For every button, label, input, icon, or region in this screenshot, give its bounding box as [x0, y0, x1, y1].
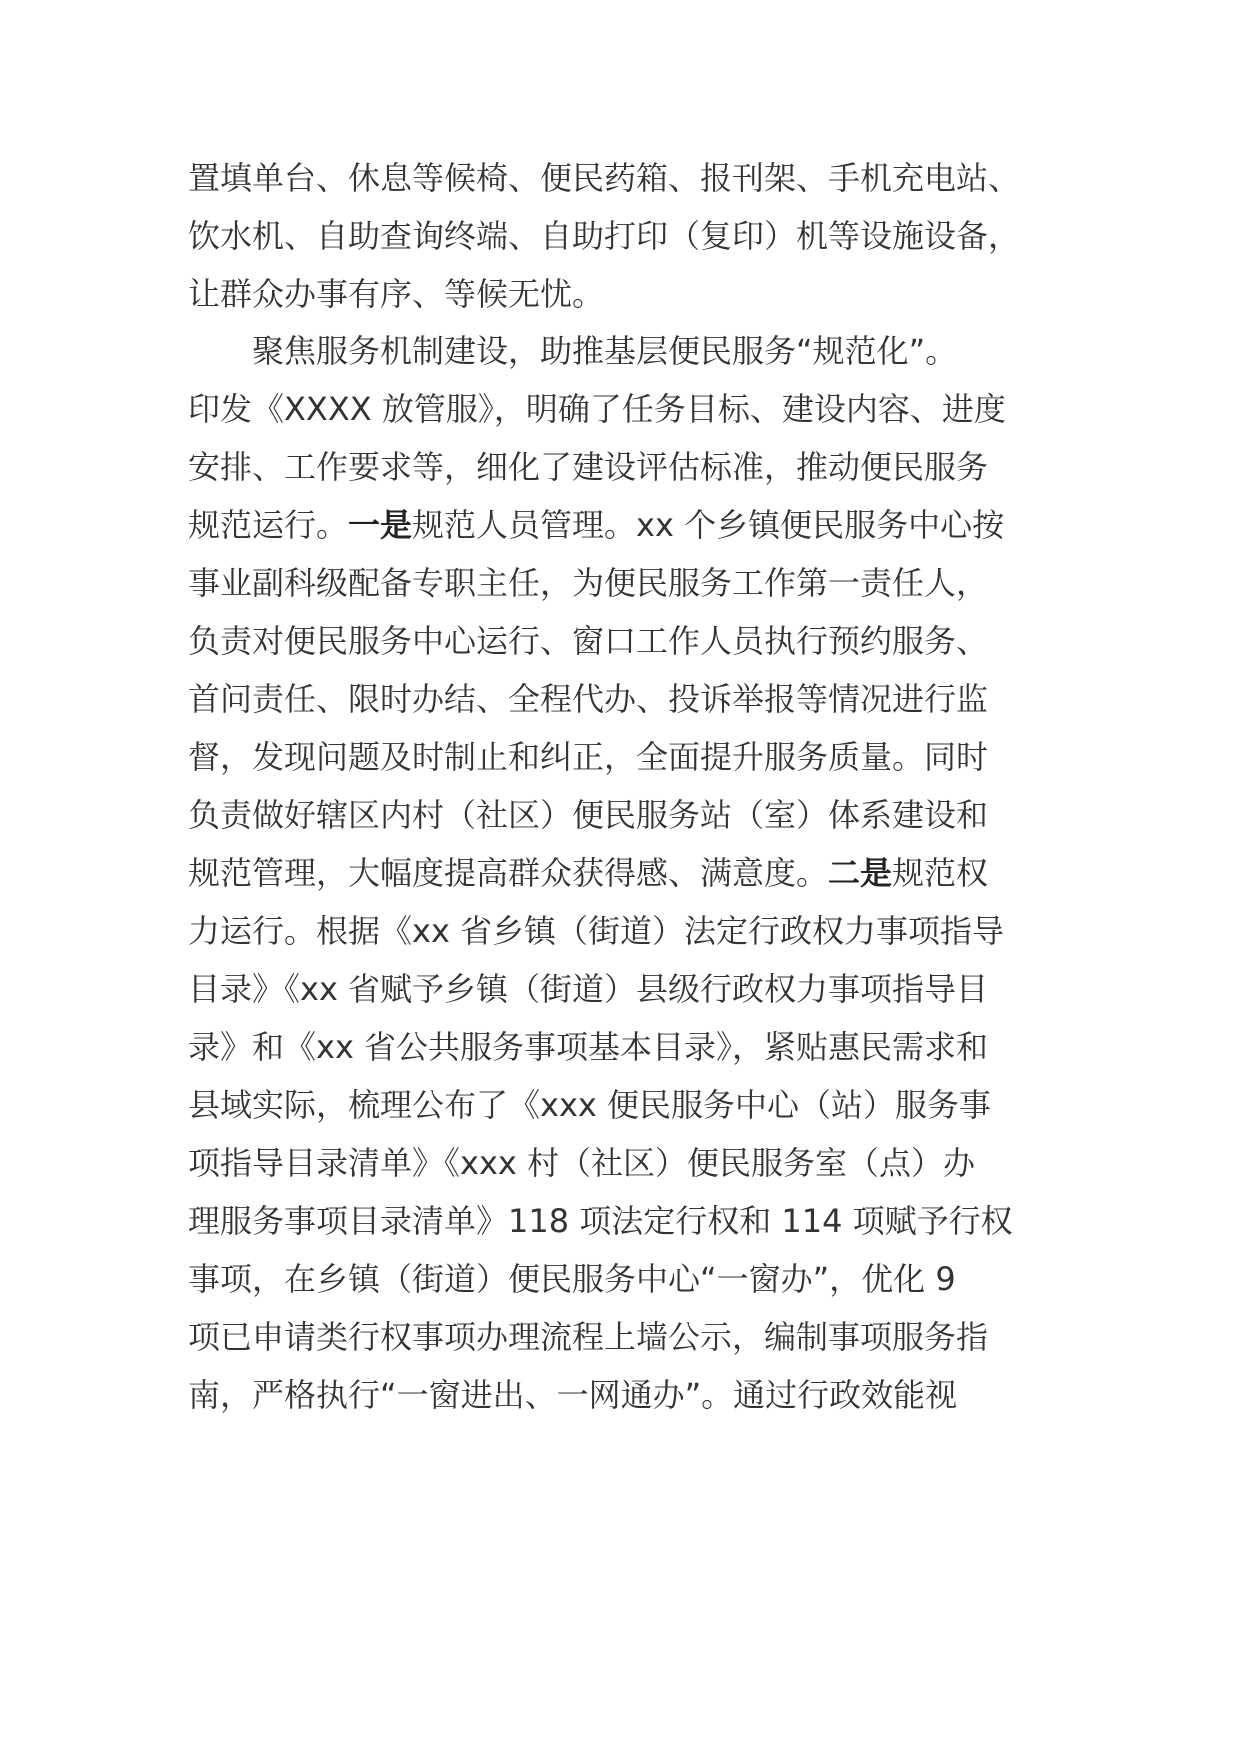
text-line-7 [188, 505, 1004, 545]
text-line-17 [188, 1085, 991, 1125]
text-line-8 [188, 563, 988, 603]
text-line-20 [188, 1259, 956, 1299]
text-line-10 [188, 679, 988, 719]
text-line-13 [188, 853, 988, 893]
line-text: 录》和《xx 省公共服务事项基本目录》，紧贴惠民需求和 [188, 1028, 989, 1066]
line-text: 规范人员管理。xx 个乡镇便民服务中心按 [412, 506, 1005, 544]
text-line-2 [188, 216, 1020, 256]
line-text: 规范运行。 [188, 506, 349, 544]
line-text: 事业副科级配备专职主任，为便民服务工作第一责任人， [188, 564, 989, 602]
line-text: 负责对便民服务中心运行、窗口工作人员执行预约服务、 [188, 622, 989, 660]
bold-marker-second: 二是 [828, 854, 893, 892]
text-line-14 [188, 911, 1004, 951]
text-line-6 [188, 447, 988, 487]
line-text: 安排、工作要求等，细化了建设评估标准，推动便民服务 [188, 448, 989, 486]
text-line-3 [188, 274, 604, 314]
line-text: 南，严格执行“一窗进出、一网通办”。通过行政效能视 [188, 1376, 958, 1414]
line-text: 规范管理，大幅度提高群众获得感、满意度。 [188, 854, 829, 892]
text-line-18 [188, 1143, 975, 1183]
text-line-15 [188, 969, 988, 1009]
text-line-4 [188, 331, 957, 371]
line-text: 负责做好辖区内村（社区）便民服务站（室）体系建设和 [188, 796, 989, 834]
line-text: 事项，在乡镇（街道）便民服务中心“一窗办”，优化 9 [188, 1260, 956, 1298]
line-text: 聚焦服务机制建设，助推基层便民服务“规范化”。 [188, 332, 958, 370]
bold-marker-first: 一是 [348, 506, 413, 544]
line-text: 印发《XXXX 放管服》，明确了任务目标、建设内容、进度 [188, 390, 1006, 428]
line-text: 力运行。根据《xx 省乡镇（街道）法定行政权力事项指导 [188, 912, 1005, 950]
text-line-16 [188, 1027, 988, 1067]
text-line-11 [188, 737, 988, 777]
line-text: 县域实际，梳理公布了《xxx 便民服务中心（站）服务事 [188, 1086, 991, 1124]
line-text: 规范权 [892, 854, 989, 892]
line-text: 目录》《xx 省赋予乡镇（街道）县级行政权力事项指导目 [188, 970, 989, 1008]
text-line-12 [188, 795, 988, 835]
line-text: 饮水机、自助查询终端、自助打印（复印）机等设施设备， [188, 217, 1021, 255]
text-line-21 [188, 1317, 988, 1357]
line-text: 督，发现问题及时制止和纠正，全面提升服务质量。同时 [188, 738, 989, 776]
text-line-22 [188, 1375, 957, 1415]
text-line-5 [188, 389, 1006, 429]
line-text: 置填单台、休息等候椅、便民药箱、报刊架、手机充电站、 [188, 159, 1021, 197]
text-line-19 [188, 1201, 1013, 1241]
line-text: 项已申请类行权事项办理流程上墙公示，编制事项服务指 [188, 1318, 989, 1356]
line-text: 首问责任、限时办结、全程代办、投诉举报等情况进行监 [188, 680, 989, 718]
line-text: 让群众办事有序、等候无忧。 [188, 275, 605, 313]
line-text: 项指导目录清单》《xxx 村（社区）便民服务室（点）办 [188, 1144, 975, 1182]
text-line-9 [188, 621, 988, 661]
text-line-1 [188, 158, 1020, 198]
line-text: 理服务事项目录清单》118 项法定行权和 114 项赋予行权 [188, 1202, 1013, 1240]
